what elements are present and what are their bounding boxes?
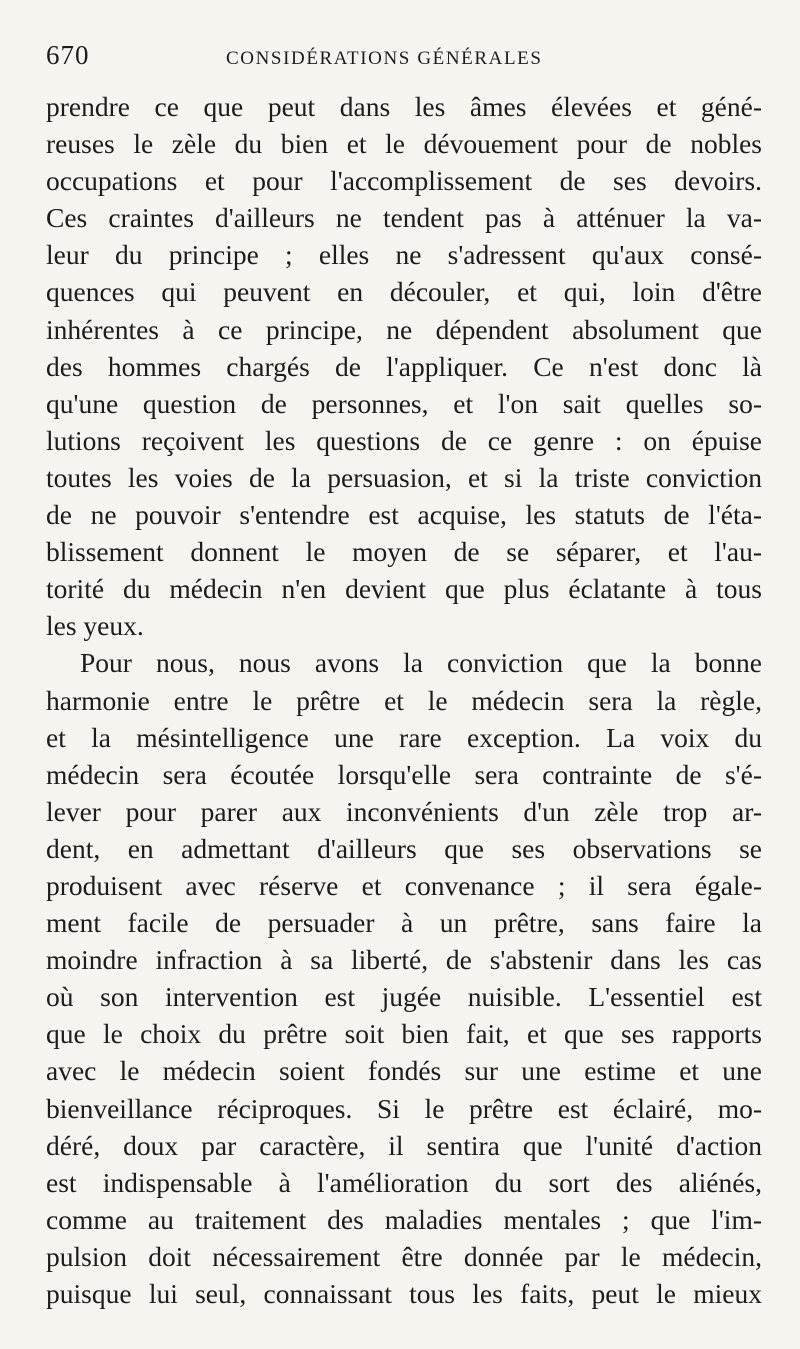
text-line: dent, en admettant d'ailleurs que ses observations se	[46, 832, 762, 864]
text-line: de ne pouvoir s'entendre est acquise, les statuts de l'éta-	[46, 499, 762, 531]
text-line: les yeux.	[46, 610, 144, 642]
text-line: médecin sera écoutée lorsqu'elle sera contrainte de s'é-	[46, 758, 762, 790]
text-line: avec le médecin soient fondés sur une estime et une	[46, 1055, 762, 1087]
text-line: que le choix du prêtre soit bien fait, et que ses rapports	[46, 1018, 762, 1050]
text-line: toutes les voies de la persuasion, et si la triste conviction	[46, 461, 762, 493]
text-line: blissement donnent le moyen de se séparer, et l'au-	[46, 536, 762, 568]
text-line: Ces craintes d'ailleurs ne tendent pas à atténuer la va-	[46, 202, 762, 234]
text-line: prendre ce que peut dans les âmes élevées et géné-	[46, 91, 762, 122]
text-line: leur du principe ; elles ne s'adressent qu'aux consé-	[46, 239, 762, 271]
text-line: et la mésintelligence une rare exception. La voix du	[46, 721, 762, 753]
text-line: harmonie entre le prêtre et le médecin sera la règle,	[46, 684, 762, 716]
text-line: occupations et pour l'accomplissement de ses devoirs.	[46, 165, 762, 197]
text-line: inhérentes à ce principe, ne dépendent absolument que	[46, 313, 762, 345]
text-line: où son intervention est jugée nuisible. L'essentiel est	[46, 981, 762, 1013]
page-header	[46, 40, 762, 80]
text-line: lutions reçoivent les questions de ce genre : on épuise	[46, 424, 762, 456]
text-line: qu'une question de personnes, et l'on sait quelles so-	[46, 387, 762, 419]
text-line: lever pour parer aux inconvénients d'un zèle trop ar-	[46, 795, 762, 827]
paragraph	[46, 644, 762, 1312]
text-line: puisque lui seul, connaissant tous les faits, peut le mieux	[46, 1278, 762, 1309]
text-line: Pour nous, nous avons la conviction que la bonne	[80, 647, 762, 679]
paragraph	[46, 88, 762, 644]
running-title: CONSIDÉRATIONS GÉNÉRALES	[226, 48, 543, 69]
text-line: comme au traitement des maladies mentales ; que l'im-	[46, 1203, 762, 1235]
text-line: moindre infraction à sa liberté, de s'abstenir dans les cas	[46, 944, 762, 976]
text-line: est indispensable à l'amélioration du sort des aliénés,	[46, 1166, 762, 1198]
body-text	[46, 88, 762, 1312]
text-line: déré, doux par caractère, il sentira que l'unité d'action	[46, 1129, 762, 1161]
text-line: quences qui peuvent en découler, et qui, loin d'être	[46, 276, 762, 308]
text-line: pulsion doit nécessairement être donnée par le médecin,	[46, 1240, 762, 1272]
text-line: produisent avec réserve et convenance ; il sera égale-	[46, 869, 762, 901]
text-line: des hommes chargés de l'appliquer. Ce n'est donc là	[46, 350, 762, 382]
text-line: reuses le zèle du bien et le dévouement pour de nobles	[46, 128, 762, 160]
text-line: ment facile de persuader à un prêtre, sans faire la	[46, 907, 762, 939]
text-line: bienveillance réciproques. Si le prêtre est éclairé, mo-	[46, 1092, 762, 1124]
page-number: 670	[46, 40, 90, 70]
text-line: torité du médecin n'en devient que plus éclatante à tous	[46, 573, 762, 605]
